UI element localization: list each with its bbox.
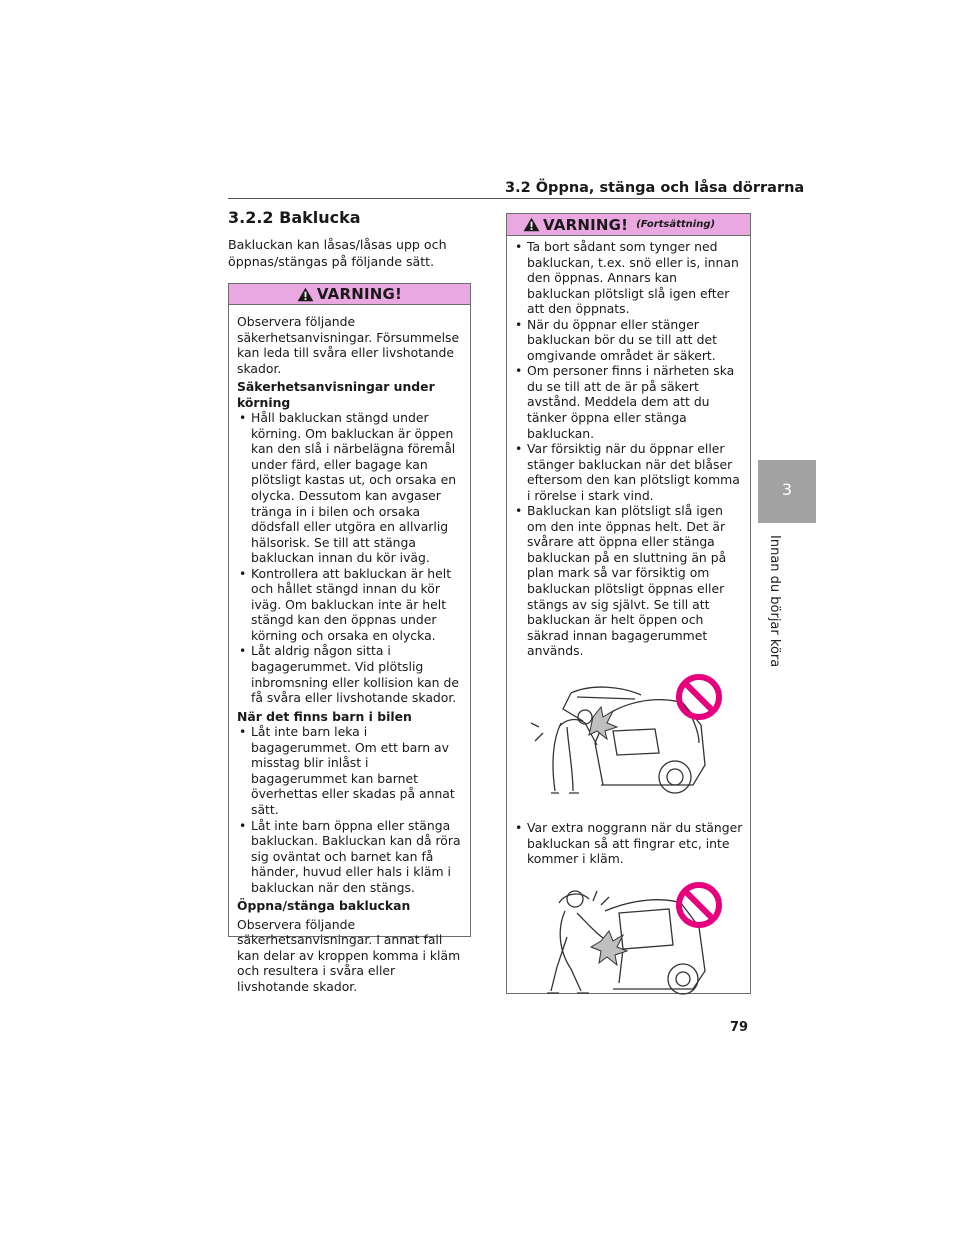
finger-pinch-illustration: [523, 881, 723, 996]
list-item: • Om personer finns i närheten ska du se till att de är på säkert avstånd. Meddela dem att du tänker öppna eller stänga bakluckan.: [513, 363, 744, 441]
list-item: • Låt inte barn öppna eller stänga bakluckan. Bakluckan kan då röra sig oväntat och barnet kan få händer, huvud eller hals i kläm i bakluckan när den stängs.: [237, 818, 464, 896]
list-item: • Håll bakluckan stängd under körning. Om bakluckan är öppen kan den slå i närbelägna föremål under färd, eller bagage kan plötsligt kastas ut, och orsaka en olycka. Dessutom kan avgaser tränga in i bilen och orsaka dödsfall eller utgöra en allvarlig hälsorisk. Se till att stänga bakluckan innan du kör iväg.: [237, 410, 464, 565]
warning-box-right: [506, 213, 751, 994]
subheading-open-close: Öppna/stänga bakluckan: [237, 898, 411, 914]
warning-label: VARNING!: [316, 285, 403, 303]
warning-header-continued: [507, 214, 750, 236]
list-item: • Låt aldrig någon sitta i bagagerummet. Vid plötslig inbromsning eller kollision kan de få svåra eller livshotande skador.: [237, 643, 464, 705]
warning-lead: Observera följande säkerhetsanvisningar. Försummelse kan leda till svåra eller livshotande skador.: [237, 314, 460, 376]
warning-box-left: [228, 283, 471, 994]
page-number: 79: [730, 1020, 749, 1035]
warning-right-body: [507, 236, 750, 1000]
chapter-tab: [758, 460, 816, 523]
warning-left-body: [229, 305, 470, 999]
subheading-driving: Säkerhetsanvisningar under körning: [237, 379, 435, 410]
list-item: • Bakluckan kan plötsligt slå igen om den inte öppnas helt. Det är svårare att öppna eller stänga bakluckan på en sluttning än på plan mark så var försiktig om bakluckan plötsligt öppnas eller stängs av sig självt. Se till att bakluckan är helt öppen och säkrad innan bagagerummet används.: [513, 503, 744, 658]
intro-text: Bakluckan kan låsas/låsas upp och öppnas/stängas på följande sätt.: [228, 237, 447, 269]
section-title: 3.2.2 Baklucka: [228, 208, 361, 227]
chapter-side-label: Innan du börjar köra: [767, 535, 782, 668]
page-header-title: 3.2 Öppna, stänga och låsa dörrarna: [505, 180, 805, 196]
open-close-text: Observera följande säkerhetsanvisningar. I annat fall kan delar av kroppen komma i kläm och resultera i svåra eller livshotande skador.: [237, 916, 461, 994]
list-item: • Låt inte barn leka i bagagerummet. Om ett barn av misstag blir inlåst i bagagerummet kan barnet överhettas eller skadas på annat sätt.: [237, 724, 464, 817]
tailgate-hazard-illustration: [523, 673, 723, 803]
list-item: • När du öppnar eller stänger bakluckan bör du se till att det omgivande området är säkert.: [513, 317, 744, 364]
chapter-number: 3: [781, 480, 793, 499]
warning-triangle-icon: [297, 287, 314, 302]
continued-label: (Fortsättning): [636, 219, 716, 230]
list-item: • Var försiktig när du öppnar eller stänger bakluckan när det blåser eftersom den kan plötsligt komma i rörelse i stark vind.: [513, 441, 744, 503]
warning-header: [229, 284, 470, 305]
list-item: • Var extra noggrann när du stänger bakluckan så att fingrar etc, inte kommer i kläm.: [513, 820, 744, 867]
warning-label: VARNING!: [543, 215, 629, 234]
list-item: • Ta bort sådant som tynger ned bakluckan, t.ex. snö eller is, innan den öppnas. Annars kan bakluckan plötsligt slå igen efter att den öppnats.: [513, 239, 744, 317]
warning-triangle-icon: [523, 217, 540, 232]
list-item: • Kontrollera att bakluckan är helt och hållet stängd innan du kör iväg. Om bakluckan inte är helt stängd kan den öppnas under körning och orsaka en olycka.: [237, 566, 464, 644]
subheading-children: När det finns barn i bilen: [237, 708, 412, 724]
header-rule: [228, 198, 750, 199]
